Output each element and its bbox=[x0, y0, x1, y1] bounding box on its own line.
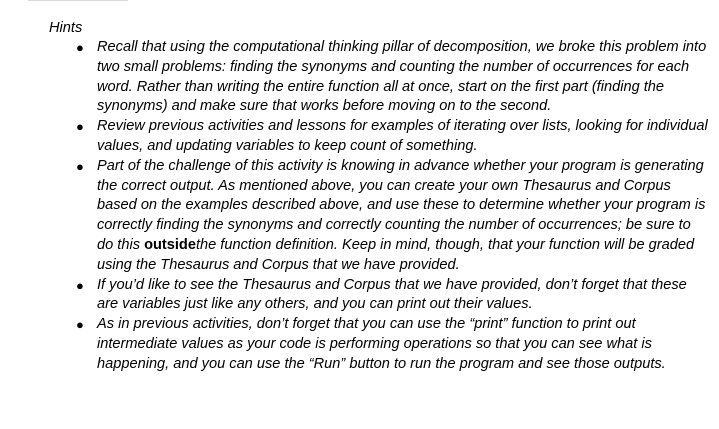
hint-item-testing bbox=[48, 157, 708, 276]
hint-text: As in previous activities, don’t forget that you can use the “print” function to print out intermediate values as your code is performing operations so that you can see what is happening, and you can use the “Run” button to run the program and see those outputs. bbox=[97, 316, 666, 372]
hint-text-before: Part of the challenge of this activity is knowing in advance whether your program is generating the correct output. As mentioned above, you can create your own Thesaurus and Corpus based on the examples described above, and use these to determine whether your program is correctly finding the synonyms and correctly counting the number of occurrences; be sure to do this bbox=[97, 157, 706, 253]
hint-text: Recall that using the computational thinking pillar of decomposition, we broke this problem into two small problems: finding the synonyms and counting the number of occurrences for each word. Rather than writing the entire function all at once, start on the first part (finding the synonyms) and make sure that works before moving on to the second. bbox=[97, 39, 707, 115]
bullet-icon: ● bbox=[76, 158, 84, 174]
hint-text: If you’d like to see the Thesaurus and Corpus that we have provided, don’t forget that these are variables just like any others, and you can print out their values. bbox=[97, 276, 687, 313]
hint-item-print-function bbox=[48, 315, 708, 374]
hint-item-print-values bbox=[48, 276, 708, 316]
bullet-icon: ● bbox=[76, 277, 84, 293]
hint-text: Review previous activities and lessons for examples of iterating over lists, looking for individual values, and updating variables to keep count of something. bbox=[97, 118, 708, 154]
hint-emphasis-outside: outside bbox=[144, 236, 196, 253]
bullet-icon: ● bbox=[76, 119, 84, 135]
hints-heading: Hints bbox=[49, 20, 83, 36]
hints-section bbox=[48, 18, 708, 375]
bullet-icon: ● bbox=[76, 40, 84, 55]
hint-text-after: the function definition. Keep in mind, though, that your function will be graded using the Thesaurus and Corpus that we have provided. bbox=[97, 236, 695, 273]
hint-item-review bbox=[48, 117, 708, 157]
hint-item-decomposition bbox=[48, 38, 708, 117]
hints-list bbox=[48, 38, 708, 375]
top-divider bbox=[28, 0, 128, 1]
bullet-icon: ● bbox=[76, 317, 84, 333]
